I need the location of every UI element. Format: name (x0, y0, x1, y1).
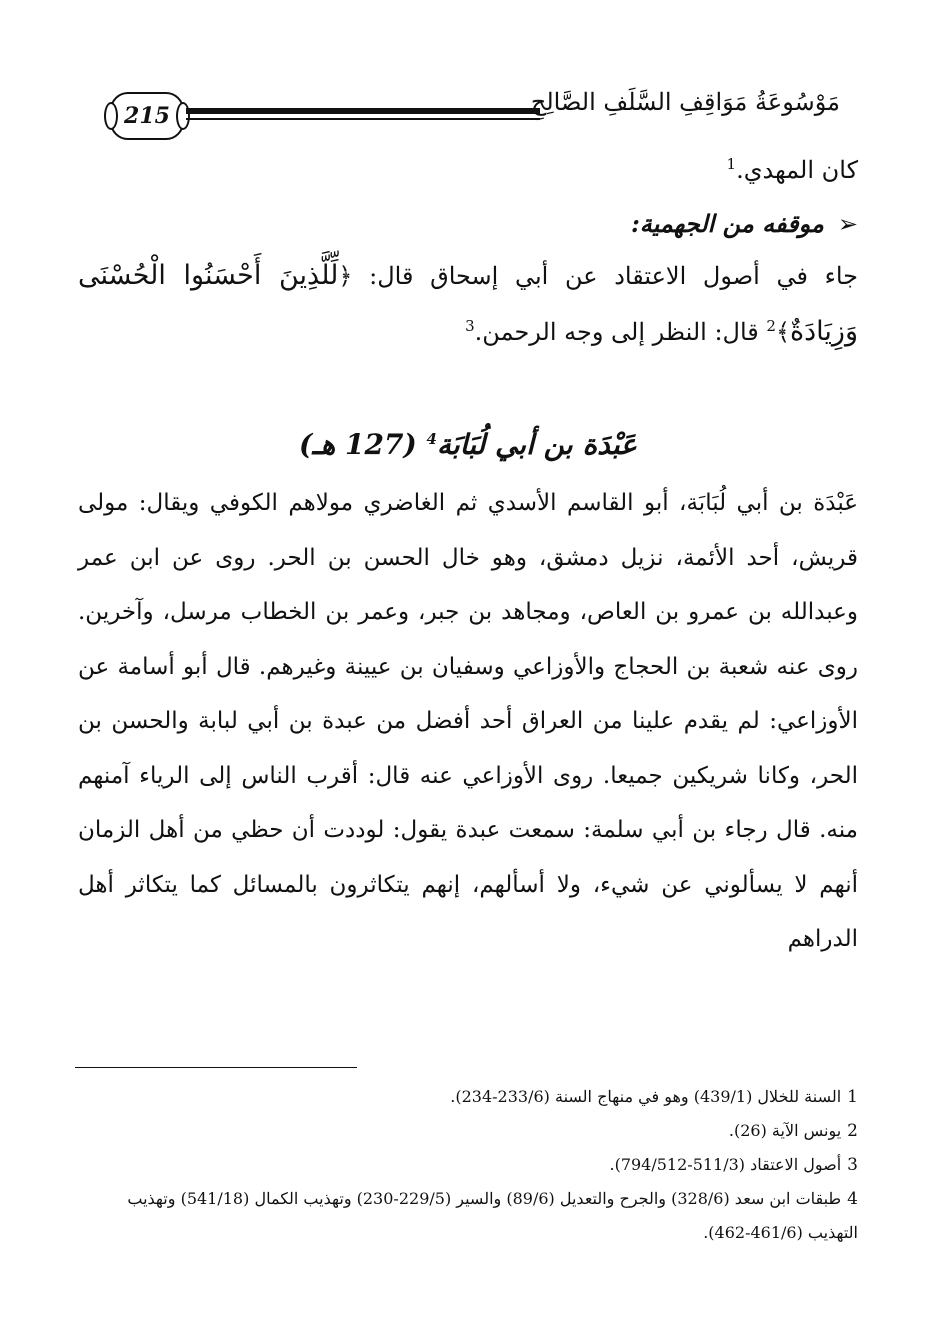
footnote-ref-2: 2 (766, 317, 776, 335)
section-heading-text: موقفه من الجهمية: (630, 209, 824, 238)
footnote-item (78, 1114, 858, 1148)
biography-date: (127 هـ) (299, 428, 417, 461)
biography-title (78, 420, 858, 470)
running-title: مَوْسُوعَةُ مَوَاقِفِ السَّلَفِ الصَّالِحِ (530, 88, 840, 116)
footnote-number: 2 (847, 1121, 858, 1141)
footnote-text: السنة للخلال (439/1) وهو في منهاج السنة (233/6-234). (450, 1087, 842, 1106)
footnote-number: 4 (847, 1189, 858, 1209)
footnote-ref-1: 1 (726, 155, 737, 173)
footnote-number: 3 (847, 1155, 858, 1175)
footnote-separator (75, 1067, 357, 1068)
page-number-badge (110, 92, 184, 140)
biography-paragraph: عَبْدَة بن أبي لُبَابَة، أبو القاسم الأسدي ثم الغاضري مولاهم الكوفي ويقال: مولى قريش، أحد الأئمة، نزيل دمشق، وهو خال الحسن بن الحر. روى عن ابن عمر وعبدالله بن عمرو بن العاص، ومجاهد بن جبر، وعمر بن الخطاب مرسل، وآخرين. روى عنه شعبة بن الحجاج والأوزاعي وسفيان بن عيينة وغيرهم. قال أبو أسامة عن الأوزاعي: لم يقدم علينا من العراق أحد أفضل من عبدة بن أبي لبابة والحسن بن الحر، وكانا شريكين جميعا. روى الأوزاعي عنه قال: أقرب الناس إلى الرياء آمنهم منه. قال رجاء بن أبي سلمة: سمعت عبدة يقول: لوددت أن حظي من أهل الزمان أنهم لا يسألوني عن شيء، ولا أسألهم، إنهم يتكاثرون بالمسائل كما يتكاثر أهل الدراهم (78, 490, 858, 952)
page-header (100, 88, 840, 148)
footnote-ref-4: 4 (426, 430, 437, 448)
paragraph-text-2: قال: النظر إلى وجه الرحمن. (474, 318, 767, 346)
header-rule-thin (186, 118, 540, 120)
section-heading (78, 200, 858, 248)
continuation-line (78, 150, 858, 190)
page-number: 215 (124, 103, 170, 129)
verse-close-bracket: ﴾ (775, 318, 790, 346)
footnote-number: 1 (847, 1087, 858, 1107)
continuation-text: كان المهدي. (736, 156, 858, 184)
footnote-text: أصول الاعتقاد (511/3-794/512). (609, 1155, 842, 1174)
paragraph-quote (78, 248, 858, 360)
header-rule-thick (186, 108, 540, 114)
paragraph-text-1: جاء في أصول الاعتقاد عن أبي إسحاق قال: ﴿ (338, 262, 859, 290)
footnote-item (78, 1148, 858, 1182)
footnote-item (78, 1182, 858, 1250)
footnote-ref-3: 3 (465, 317, 475, 335)
biography-name: عَبْدَة بن أبي لُبَابَة (436, 428, 637, 461)
footnote-text: يونس الآية (26). (728, 1121, 842, 1140)
footnote-item (78, 1080, 858, 1114)
footnotes (78, 1080, 858, 1250)
quran-verse: لِّلَّذِينَ أَحْسَنُوا الْحُسْنَى وَزِيَادَةٌ (78, 260, 858, 347)
arrow-bullet-icon: ➢ (837, 210, 858, 238)
page-content (78, 150, 858, 967)
footnote-text: طبقات ابن سعد (328/6) والجرح والتعديل (89/6) والسير (229/5-230) وتهذيب الكمال (541/18) وتهذيب التهذيب (461/6-462). (127, 1189, 858, 1242)
